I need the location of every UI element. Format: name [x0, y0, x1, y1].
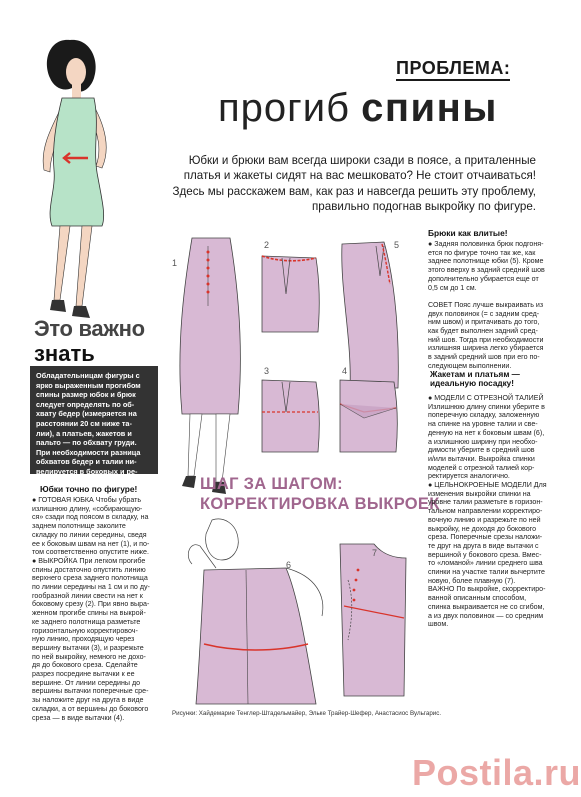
- text-line: ● Задняя половинка брюк подгоня-: [428, 240, 544, 248]
- text-line: по ней выкройку, немного не дохо-: [32, 652, 146, 661]
- text-line: ● МОДЕЛИ С ОТРЕЗНОЙ ТАЛИЕЙ: [428, 394, 544, 402]
- title-light: прогиб: [218, 86, 350, 130]
- step-line1: ШАГ ЗА ШАГОМ:: [200, 475, 343, 493]
- figure-number-6: 6: [286, 560, 292, 570]
- text-line: выкройку, не доходя до бокового: [428, 524, 537, 533]
- figure-3-pattern: [258, 374, 328, 454]
- important-box-line: велируется в боковых и ре-: [36, 466, 138, 476]
- text-line: вершине. От линии середины до: [32, 678, 141, 687]
- text-line: ется по фигуре точно так же, как: [428, 248, 536, 257]
- text-line: как будет выполнен задний сред-: [428, 327, 538, 336]
- text-line: излишнюю длину, «собирающую-: [32, 504, 143, 513]
- text-line: спинки на участке талии вычертите: [428, 568, 545, 577]
- page-title: [218, 84, 498, 132]
- text-line: денную на нет к боковым швам (6),: [428, 428, 545, 437]
- text-line: боковому срезу (2). При явно выра-: [32, 600, 150, 609]
- text-line: заднем полотнище заколите: [32, 522, 126, 531]
- text-line: среза — в виде вытачки (4).: [32, 713, 125, 722]
- figure-number-7: 7: [372, 548, 378, 558]
- text-line: [428, 292, 544, 301]
- important-box: [30, 366, 158, 486]
- figure-number-5: 5: [394, 240, 400, 250]
- skirts-heading: Юбки точно по фигуре!: [40, 484, 138, 494]
- important-box-line: спины размер юбок и брюк: [36, 390, 136, 400]
- text-line: ний шов. Тогда при необходимости: [428, 335, 544, 344]
- figure-number-2: 2: [264, 240, 270, 250]
- jackets-text: [428, 394, 546, 629]
- text-line: а излишнюю ширину при необхо-: [428, 437, 538, 446]
- figure-number-4: 4: [342, 366, 348, 376]
- skirts-text: [32, 496, 162, 722]
- text-line: ВАЖНО По выкройке, скорректиро-: [428, 585, 546, 594]
- intro-text: [140, 153, 536, 215]
- text-line: Излишнюю длину спинки уберите в: [428, 402, 545, 411]
- text-line: вочную линию и разрежьте по ней: [428, 515, 541, 524]
- text-line: моделей с отрезной талией кор-: [428, 463, 535, 472]
- woman-illustration: [10, 30, 160, 330]
- watermark: Postila.ru: [412, 752, 581, 793]
- text-line: ● ГОТОВАЯ ЮБКА Чтобы убрать: [32, 496, 142, 504]
- text-line: следующем выполнении.: [428, 361, 512, 370]
- intro-line: Здесь мы расскажем вам, как раз и навсегда решить эту проблему,: [172, 184, 536, 198]
- important-box-line: льефных швах.: [36, 476, 93, 486]
- text-line: двух половинок (= с задним сред-: [428, 309, 540, 318]
- figure-2-pattern: [258, 244, 328, 334]
- text-line: 0,5 см до 1 см.: [428, 283, 477, 292]
- text-line: ную линию, проходящую через: [32, 635, 135, 644]
- jackets-heading-line2: идеальную посадку!: [430, 379, 514, 388]
- trousers-text: [428, 240, 544, 371]
- important-box-line: Обладательницам фигуры с: [36, 371, 140, 380]
- figure-number-3: 3: [264, 366, 270, 376]
- text-line: складки, а от вершины до бокового: [32, 704, 149, 713]
- important-box-line: лии), а платьев, жакетов и: [36, 428, 132, 438]
- text-line: ректируется аналогично.: [428, 472, 510, 481]
- important-line2: знать: [34, 342, 101, 368]
- text-line: а из двух половинок — со средним: [428, 611, 544, 620]
- text-line: зы наложите друг на друга в виде: [32, 696, 144, 705]
- text-line: вершины вытачки поперечные сре-: [32, 687, 149, 696]
- text-line: вершиной у бокового среза. Вмес-: [428, 550, 542, 559]
- text-line: швом.: [428, 620, 449, 629]
- text-line: среза. Поперечные срезы наложи-: [428, 533, 543, 542]
- figure-number-1: 1: [172, 258, 178, 268]
- text-line: излишняя ширина легко убирается: [428, 344, 544, 353]
- text-line: димости уберите в средний шов: [428, 446, 535, 455]
- illustration-credits: Рисунки: Хайдемарие Тенглер-Штадельмайер, Эльке Трайер-Шефер, Анастасиос Вульгарис.: [172, 710, 442, 717]
- trousers-heading: Брюки как влитые!: [428, 228, 508, 238]
- text-line: ● ВЫКРОЙКА При легком прогибе: [32, 556, 146, 565]
- text-line: в задний средний шов при его по-: [428, 353, 540, 362]
- text-line: женном прогибе спины на выкрой-: [32, 609, 146, 618]
- text-line: верхнего среза заднего полотнища: [32, 574, 148, 583]
- intro-line: правильно подогнав выкройку по фигуре.: [312, 200, 536, 214]
- text-line: ванной описанным способом,: [428, 594, 527, 603]
- text-line: ее к боковым швам на нет (1), и по-: [32, 539, 150, 548]
- step-line2: КОРРЕКТИРОВКА ВЫКРОЕК: [200, 495, 440, 513]
- jackets-heading-line1: Жакетам и платьям —: [430, 370, 520, 379]
- jackets-heading: [430, 370, 520, 388]
- figure-6-dress: [176, 516, 356, 706]
- text-line: и/или вытачки. Выкройка спинки: [428, 454, 535, 463]
- important-box-line: ярко выраженным прогибом: [36, 380, 141, 390]
- important-box-line: При необходимости разница: [36, 447, 141, 457]
- text-line: этого вверху в задний средний шов: [428, 266, 545, 275]
- important-box-line: следует определять по об-: [36, 399, 135, 409]
- step-heading: [200, 474, 440, 514]
- text-line: ся» сзади под поясом в складку, на: [32, 513, 149, 522]
- text-line: ● ЦЕЛЬНОКРОЕНЫЕ МОДЕЛИ Для: [428, 481, 547, 490]
- text-line: заднее полотнище юбки (5). Кроме: [428, 257, 544, 266]
- important-box-line: хвату бедер (измеряется на: [36, 409, 137, 419]
- text-line: дя до бокового среза. Сделайте: [32, 661, 138, 670]
- text-line: ке заднего полотнища разметьте: [32, 617, 141, 626]
- important-heading: [34, 316, 145, 368]
- text-line: горизонтальную корректировоч-: [32, 626, 138, 635]
- text-line: вершину вытачки (3), и разрежьте: [32, 643, 144, 652]
- intro-line: Юбки и брюки вам всегда широки сзади в поясе, а приталенные: [188, 154, 536, 167]
- text-line: те друг на друга в виде вытачки с: [428, 541, 539, 550]
- text-line: гообразной линии свести на нет к: [32, 591, 143, 600]
- text-line: дополнительно убирается еще от: [428, 274, 539, 283]
- figure-7-bodice: [334, 540, 414, 700]
- text-line: разрез посредине вытачки к ее: [32, 670, 135, 679]
- important-box-line: пальто — по обхвату груди.: [36, 438, 137, 448]
- title-bold: спины: [361, 86, 498, 130]
- text-line: по линии середины на 1 см и по ду-: [32, 583, 150, 592]
- text-line: поперечную складку, заложенную: [428, 411, 540, 420]
- text-line: спины достаточно опустить линию: [32, 565, 146, 574]
- important-box-line: расстоянии 20 см ниже та-: [36, 418, 132, 428]
- text-line: СОВЕТ Пояс лучше выкраивать из: [428, 300, 544, 309]
- important-line1: Это важно: [34, 316, 145, 341]
- figure-4-pattern: [336, 374, 406, 454]
- text-line: складку по линии середины, сведя: [32, 530, 147, 539]
- text-line: новую, более плавную (7).: [428, 576, 516, 585]
- important-box-line: обхватов бедер и талии ни-: [36, 457, 137, 467]
- text-line: изменения выкройки спинки на: [428, 489, 531, 498]
- text-line: тальном направлении корректиро-: [428, 507, 543, 516]
- problem-label: ПРОБЛЕМА:: [396, 58, 510, 81]
- text-line: ним швом) и притачивать до того,: [428, 318, 540, 327]
- text-line: том соответственно опустите ниже.: [32, 548, 149, 557]
- text-line: спинка выкраивается не со сгибом,: [428, 602, 545, 611]
- text-line: то «ломаной» линии среднего шва: [428, 559, 543, 568]
- figure-1-skirt: [168, 236, 258, 496]
- intro-line: платья и жакеты сидят на вас мешковато? Не стоит отчаиваться!: [183, 169, 536, 183]
- text-line: уровне талии разметьте в горизон-: [428, 498, 543, 507]
- text-line: на спинке на уровне талии и све-: [428, 420, 538, 429]
